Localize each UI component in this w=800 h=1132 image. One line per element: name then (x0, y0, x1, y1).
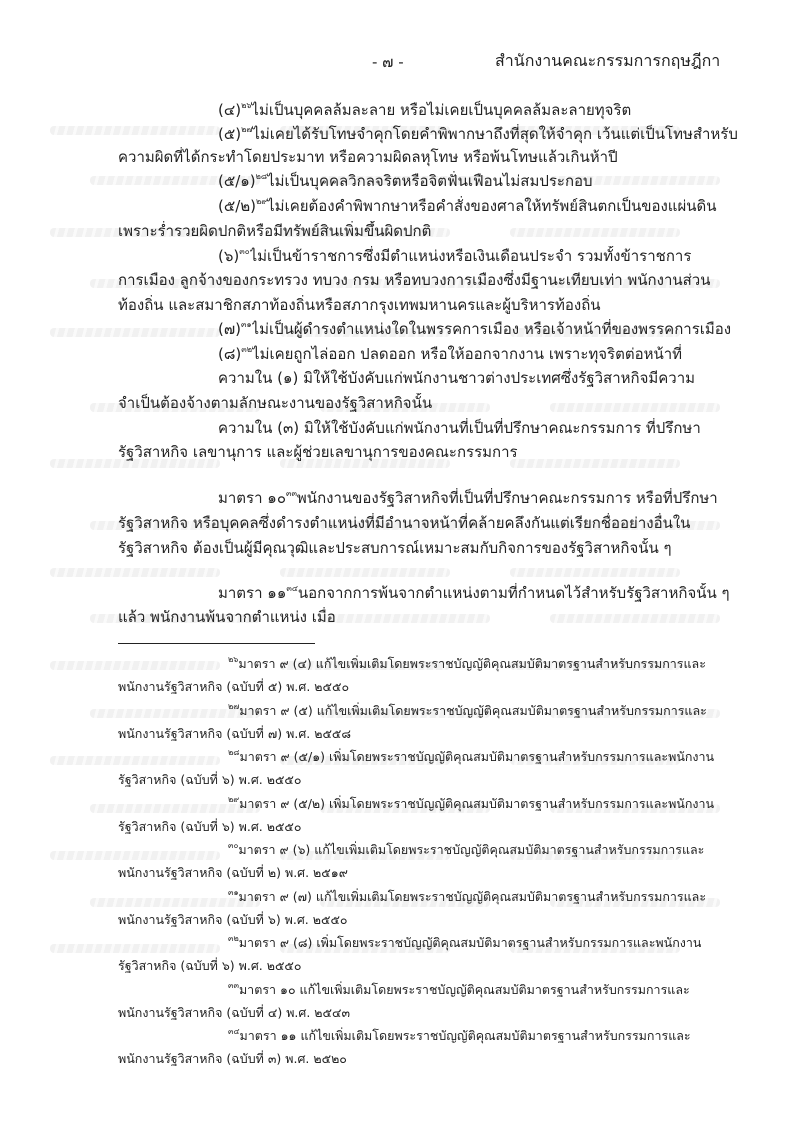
watermark-mark (50, 851, 220, 860)
footnote-text: มาตรา ๙ (๕) แก้ไขเพิ่มเติมโดยพระราชบัญญัติคุณสมบัติมาตรฐานสำหรับกรรมการและ (239, 702, 707, 718)
footnote-text: มาตรา ๑๐ แก้ไขเพิ่มเติมโดยพระราชบัญญัติคุณสมบัติมาตรฐานสำหรับกรรมการและ (238, 981, 690, 997)
footnote-text: รัฐวิสาหกิจ (ฉบับที่ ๖) พ.ศ. ๒๕๕๐ (118, 818, 302, 834)
footnote-line (118, 725, 351, 743)
footnote-number: ๒๗ (228, 701, 240, 711)
footnote-text: มาตรา ๙ (๖) แก้ไขเพิ่มเติมโดยพระราชบัญญัติคุณสมบัติมาตรฐานสำหรับกรรมการและ (238, 842, 705, 857)
footnote-text: พนักงานรัฐวิสาหกิจ (ฉบับที่ ๒) พ.ศ. ๒๕๑๙ (118, 865, 348, 880)
paragraph-line (218, 246, 692, 266)
footnote-text: พนักงานรัฐวิสาหกิจ (ฉบับที่ ๖) พ.ศ. ๒๕๕๐ (118, 911, 348, 927)
line-text: ท้องถิ่น และสมาชิกสภาท้องถิ่นหรือสภากรุงเทพมหานครและผู้บริหารท้องถิ่น (118, 296, 601, 314)
line-text: ไม่เป็นบุคคลล้มละลาย หรือไม่เคยเป็นบุคคลล้มละลายทุจริต (251, 101, 632, 119)
line-text: ไม่เป็นผู้ดำรงตำแหน่งใดในพรรคการเมือง หรือเจ้าหน้าที่ของพรรคการเมือง (251, 320, 732, 338)
footnote-ref: ๒๗ (241, 125, 253, 134)
footnote-number: ๓๔ (228, 1027, 240, 1036)
line-text: ความผิดที่ได้กระทำโดยประมาท หรือความผิดลหุโทษ หรือพ้นโทษแล้วเกินห้าปี (118, 148, 618, 166)
footnote-number: ๒๖ (228, 655, 239, 664)
paragraph-line (218, 319, 732, 339)
footnote-ref: ๒๙ (256, 197, 268, 206)
line-text: ไม่เคยได้รับโทษจำคุกโดยคำพิพากษาถึงที่สุดให้จำคุก เว้นแต่เป็นโทษสำหรับ (252, 125, 738, 143)
footnote-line (228, 794, 715, 813)
paragraph-line (118, 270, 711, 290)
footnote-number: ๓๑ (228, 887, 239, 897)
footnote-text: มาตรา ๙ (๗) แก้ไขเพิ่มเติมโดยพระราชบัญญัติคุณสมบัติมาตรฐานสำหรับกรรมการและ (238, 888, 707, 904)
footnote-text: รัฐวิสาหกิจ (ฉบับที่ ๖) พ.ศ. ๒๕๕๐ (118, 772, 302, 787)
line-text: รัฐวิสาหกิจ หรือบุคคลซึ่งดำรงตำแหน่งที่มีอำนาจหน้าที่คล้ายคลึงกันแต่เรียกชื่ออย่างอื่นใน (118, 514, 691, 532)
clause-label: (๖) (218, 247, 240, 265)
paragraph-line (218, 418, 701, 438)
footnote-line (118, 1004, 350, 1022)
footnote-line (118, 678, 349, 696)
watermark-mark (50, 661, 220, 670)
line-text: นอกจากการพ้นจากตำแหน่งตามที่กำหนดไว้สำหรับรัฐวิสาหกิจนั้น ๆ (297, 584, 730, 602)
clause-label: (๕) (218, 125, 242, 143)
watermark-mark (50, 944, 220, 953)
footnote-text: พนักงานรัฐวิสาหกิจ (ฉบับที่ ๔) พ.ศ. ๒๕๔๓ (118, 1004, 350, 1020)
footnote-ref: ๓๐ (239, 247, 250, 256)
footnote-ref: ๒๘ (255, 172, 268, 181)
line-text: ไม่เคยต้องคำพิพากษาหรือคำสั่งของศาลให้ทรัพย์สินตกเป็นของแผ่นดิน (267, 197, 717, 215)
line-text: แล้ว พนักงานพ้นจากตำแหน่ง เมื่อ (118, 608, 336, 626)
line-text: เพราะร่ำรวยผิดปกติหรือมีทรัพย์สินเพิ่มขึ้นผิดปกติ (118, 222, 432, 240)
watermark-mark (50, 756, 220, 765)
watermark-mark (280, 568, 450, 577)
footnote-line (118, 818, 302, 836)
footnote-line (118, 957, 302, 975)
footnote-text: พนักงานรัฐวิสาหกิจ (ฉบับที่ ๓) พ.ศ. ๒๕๒๐ (118, 1051, 347, 1066)
footnote-line (228, 887, 707, 906)
clause-label: มาตรา ๑๑ (218, 584, 287, 602)
paragraph-line (118, 393, 680, 413)
footnote-ref: ๓๑ (240, 320, 252, 329)
paragraph-line (218, 583, 730, 603)
clause-label: (๗) (218, 320, 241, 338)
watermark-mark (510, 568, 680, 577)
clause-label: (๕/๑) (218, 172, 256, 190)
footnote-line (228, 748, 715, 766)
paragraph-line (118, 538, 680, 558)
footnote-text: มาตรา ๑๑ แก้ไขเพิ่มเติมโดยพระราชบัญญัติคุณสมบัติมาตรฐานสำหรับกรรมการและ (239, 1028, 691, 1043)
line-text: ไม่เป็นข้าราชการซึ่งมีตำแหน่งหรือเงินเดือนประจำ รวมทั้งข้าราชการ (249, 247, 692, 265)
paragraph-line (218, 124, 738, 144)
clause-label: (๕/๒) (218, 197, 256, 215)
footnote-number: ๓๐ (228, 841, 239, 850)
line-text: ความใน (๓) มิให้ใช้บังคับแก่พนักงานที่เป็นที่ปรึกษาคณะกรรมการ ที่ปรึกษา (218, 419, 701, 437)
footnote-line (228, 1027, 691, 1045)
line-text: จำเป็นต้องจ้างตามลักษณะงานของรัฐวิสาหกิจนั้น (118, 394, 433, 412)
paragraph-line (218, 488, 718, 508)
paragraph-line (118, 147, 680, 167)
clause-label: (๔) (218, 101, 242, 119)
footnote-number: ๒๘ (228, 748, 240, 757)
footnote-line (118, 911, 348, 929)
clause-label: มาตรา ๑๐ (218, 489, 286, 507)
paragraph-line (218, 344, 683, 364)
line-text: รัฐวิสาหกิจ เลขานุการ และผู้ช่วยเลขานุการของคณะกรรมการ (118, 443, 518, 461)
watermark-mark (50, 568, 220, 577)
footnote-text: มาตรา ๙ (๕/๒) เพิ่มโดยพระราชบัญญัติคุณสมบัติมาตรฐานสำหรับกรรมการและพนักงาน (239, 795, 715, 811)
footnote-text: มาตรา ๙ (๔) แก้ไขเพิ่มเติมโดยพระราชบัญญัติคุณสมบัติมาตรฐานสำหรับกรรมการและ (238, 656, 706, 671)
line-text: ความใน (๑) มิให้ใช้บังคับแก่พนักงานชาวต่างประเทศซึ่งรัฐวิสาหกิจมีความ (218, 369, 696, 387)
footnote-line (118, 1050, 347, 1068)
footnote-line (228, 655, 706, 673)
footnote-text: พนักงานรัฐวิสาหกิจ (ฉบับที่ ๗) พ.ศ. ๒๕๕๘ (118, 725, 352, 741)
footnote-number: ๓๓ (228, 980, 239, 990)
footnote-text: มาตรา ๙ (๕/๑) เพิ่มโดยพระราชบัญญัติคุณสมบัติมาตรฐานสำหรับกรรมการและพนักงาน (239, 749, 715, 764)
paragraph-line (118, 442, 680, 462)
footnote-ref: ๓๔ (286, 584, 298, 593)
paragraph-line (118, 295, 680, 315)
footnote-line (228, 934, 702, 952)
clause-label: (๘) (218, 345, 242, 363)
footnote-ref: ๓๓ (285, 489, 297, 498)
footnote-ref: ๒๖ (241, 101, 252, 110)
footnote-line (118, 771, 302, 789)
paragraph-line (218, 368, 696, 388)
paragraph-line (218, 100, 680, 120)
line-text: พนักงานของรัฐวิสาหกิจที่เป็นที่ปรึกษาคณะกรรมการ หรือที่ปรึกษา (296, 489, 718, 507)
footnote-line (228, 701, 707, 720)
line-text: ไม่เป็นบุคคลวิกลจริตหรือจิตฟั่นเฟือนไม่สมประกอบ (267, 172, 593, 190)
footnote-number: ๓๒ (228, 934, 239, 943)
line-text: รัฐวิสาหกิจ ต้องเป็นผู้มีคุณวุฒิและประสบการณ์เหมาะสมกับกิจการของรัฐวิสาหกิจนั้น ๆ (118, 539, 672, 557)
footnote-line (228, 980, 690, 999)
paragraph-line (118, 221, 680, 241)
paragraph-line (118, 513, 691, 533)
footnote-separator (118, 643, 315, 644)
line-text: ไม่เคยถูกไล่ออก ปลดออก หรือให้ออกจากงาน เพราะทุจริตต่อหน้าที่ (252, 345, 683, 363)
footnote-number: ๒๙ (228, 794, 240, 804)
watermark-mark (50, 126, 220, 135)
paragraph-line (118, 607, 680, 627)
header-organization: สำนักงานคณะกรรมการกฤษฎีกา (495, 51, 721, 70)
footnote-ref: ๓๒ (241, 345, 253, 354)
footnote-line (118, 864, 348, 882)
watermark-mark (50, 328, 220, 337)
page-number: - ๗ - (372, 53, 404, 71)
paragraph-line (218, 171, 680, 191)
paragraph-line (218, 196, 717, 216)
footnote-line (228, 841, 705, 859)
line-text: การเมือง ลูกจ้างของกระทรวง ทบวง กรม หรือทบวงการเมืองซึ่งมีฐานะเทียบเท่า พนักงานส่วน (118, 271, 711, 289)
footnote-text: รัฐวิสาหกิจ (ฉบับที่ ๖) พ.ศ. ๒๕๕๐ (118, 958, 302, 973)
footnote-text: พนักงานรัฐวิสาหกิจ (ฉบับที่ ๕) พ.ศ. ๒๕๕๐ (118, 679, 350, 694)
footnote-text: มาตรา ๙ (๘) เพิ่มโดยพระราชบัญญัติคุณสมบัติมาตรฐานสำหรับกรรมการและพนักงาน (238, 935, 702, 950)
